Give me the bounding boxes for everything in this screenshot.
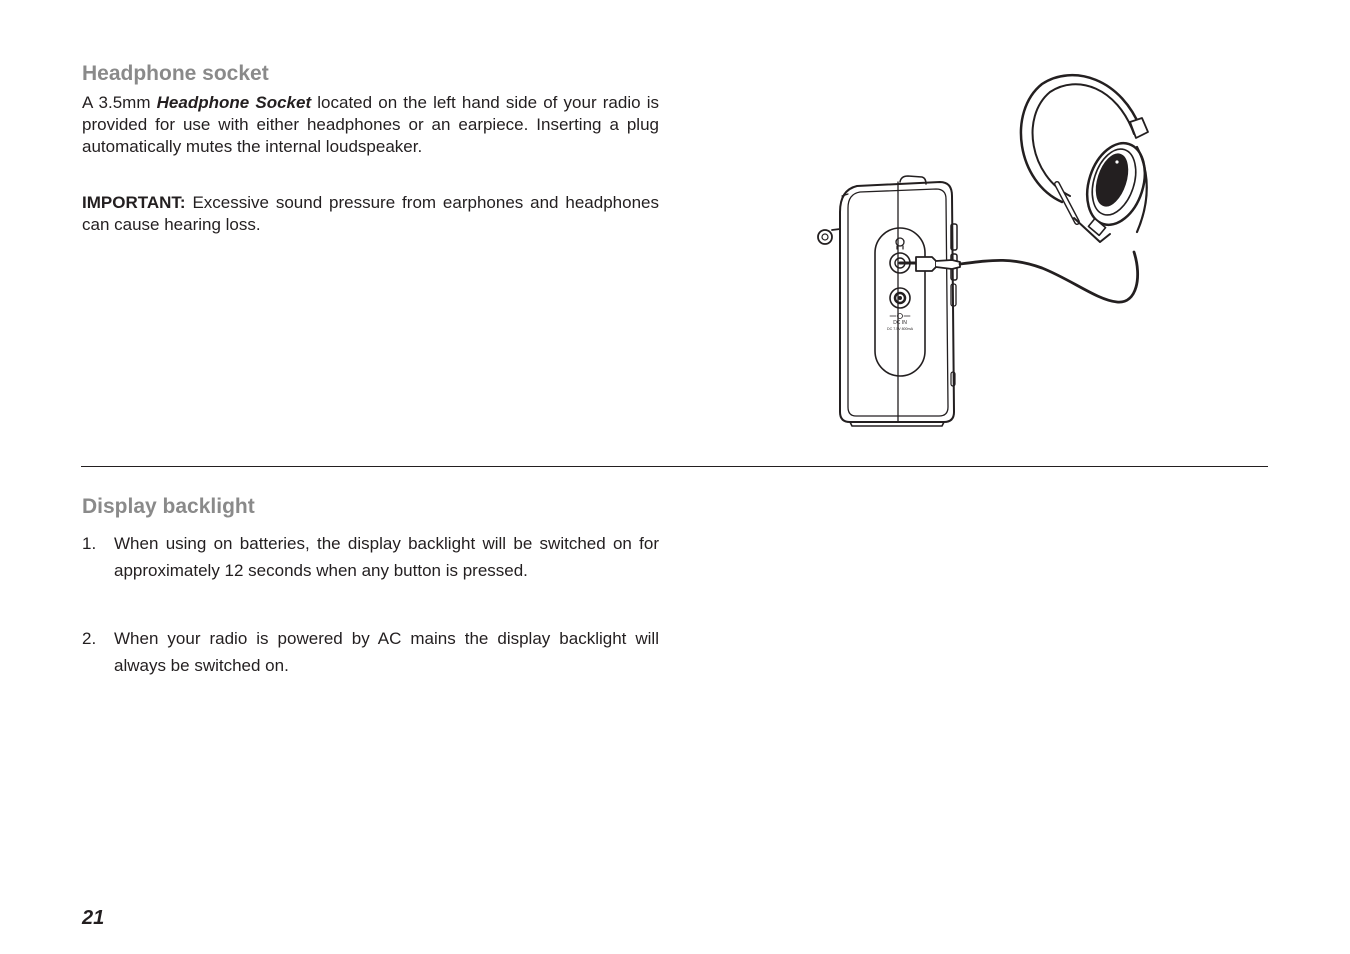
- important-label: IMPORTANT:: [82, 193, 186, 212]
- radio-illustration: [818, 176, 957, 426]
- headphone-cable: [960, 252, 1138, 302]
- paragraph-prefix: A 3.5mm: [82, 93, 157, 112]
- headphone-socket-term: Headphone Socket: [156, 93, 312, 112]
- dc-in-label: DC IN: [893, 320, 907, 326]
- list-item-text: When your radio is powered by AC mains the display backlight will always be switched on.: [114, 629, 659, 675]
- paragraph-rest: located on the left hand side of your radio is provided for use with either headphones or an earpiece. Inserting a plug automatically mutes the internal loudspeaker.: [82, 93, 659, 156]
- dc-spec-label: DC 7.5V 800mA: [887, 327, 913, 331]
- section-divider: [81, 466, 1268, 467]
- page-number: 21: [82, 907, 105, 929]
- important-text: Excessive sound pressure from earphones and headphones can cause hearing loss.: [82, 193, 659, 234]
- list-item: [82, 530, 659, 584]
- radio-with-headphones-illustration: [812, 72, 1157, 428]
- important-warning: [82, 192, 659, 236]
- list-item-number: 2.: [82, 629, 97, 648]
- list-item-text: When using on batteries, the display backlight will be switched on for approximately 12 seconds when any button is pressed.: [114, 534, 659, 580]
- headphone-socket-heading: Headphone socket: [82, 62, 269, 85]
- list-item-number: 1.: [82, 534, 97, 553]
- list-item: [82, 625, 659, 679]
- headphone-socket-paragraph: [82, 92, 659, 158]
- headphones-illustration: [1021, 75, 1155, 242]
- display-backlight-heading: Display backlight: [82, 495, 255, 518]
